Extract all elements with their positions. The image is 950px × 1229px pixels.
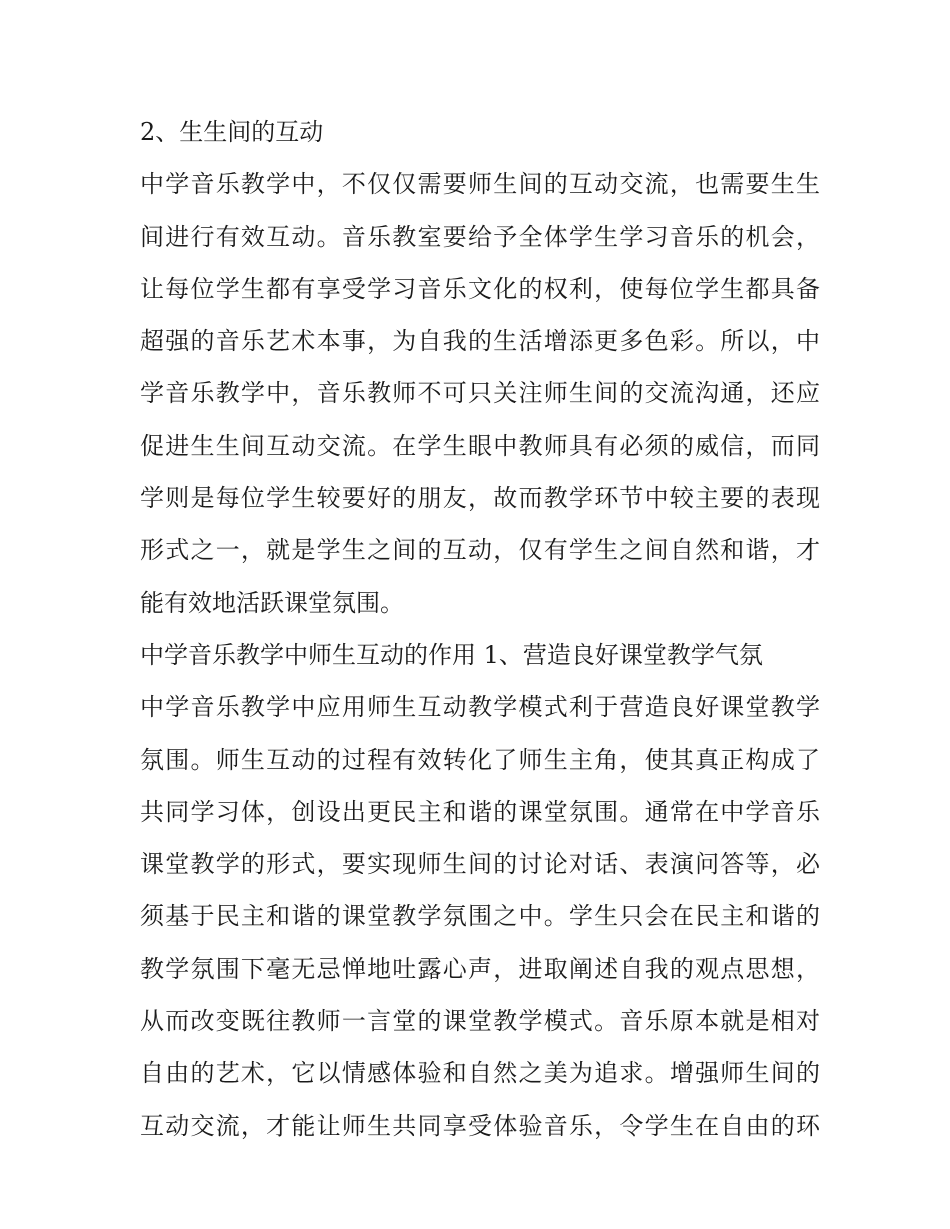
paragraph-line: 能有效地活跃课堂氛围。: [140, 588, 404, 617]
paragraph-line: 学则是每位学生较要好的朋友，故而教学环节中较主要的表现: [140, 484, 820, 513]
paragraph-line: 从而改变既往教师一言堂的课堂教学模式。音乐原本就是相对: [140, 1007, 820, 1036]
paragraph-line: 课堂教学的形式，要实现师生间的讨论对话、表演问答等，必: [140, 850, 820, 879]
section-heading: 中学音乐教学中师生互动的作用 1、营造良好课堂教学气氛: [140, 640, 763, 669]
paragraph-line: 互动交流，才能让师生共同享受体验音乐，令学生在自由的环: [140, 1111, 820, 1140]
paragraph-line: 形式之一，就是学生之间的互动，仅有学生之间自然和谐，才: [140, 536, 820, 565]
paragraph-line: 让每位学生都有享受学习音乐文化的权利，使每位学生都具备: [140, 274, 820, 303]
paragraph-line: 间进行有效互动。音乐教室要给予全体学生学习音乐的机会，: [140, 222, 820, 251]
section-heading: 2、生生间的互动: [140, 118, 324, 146]
paragraph-line: 促进生生间互动交流。在学生眼中教师具有必须的威信，而同: [140, 431, 820, 460]
paragraph-line: 学音乐教学中，音乐教师不可只关注师生间的交流沟通，还应: [140, 379, 820, 408]
paragraph-line: 中学音乐教学中应用师生互动教学模式利于营造良好课堂教学: [140, 693, 820, 722]
paragraph-line: 须基于民主和谐的课堂教学氛围之中。学生只会在民主和谐的: [140, 902, 820, 931]
body-text: [140, 106, 820, 1152]
paragraph-line: 自由的艺术，它以情感体验和自然之美为追求。增强师生间的: [140, 1059, 820, 1088]
paragraph-line: 氛围。师生互动的过程有效转化了师生主角，使其真正构成了: [140, 745, 820, 774]
paragraph-line: 超强的音乐艺术本事，为自我的生活增添更多色彩。所以，中: [140, 327, 820, 356]
paragraph-line: 中学音乐教学中，不仅仅需要师生间的互动交流，也需要生生: [140, 170, 820, 199]
paragraph-line: 教学氛围下毫无忌惮地吐露心声，进取阐述自我的观点思想，: [140, 954, 820, 983]
paragraph-line: 共同学习体，创设出更民主和谐的课堂氛围。通常在中学音乐: [140, 797, 820, 826]
